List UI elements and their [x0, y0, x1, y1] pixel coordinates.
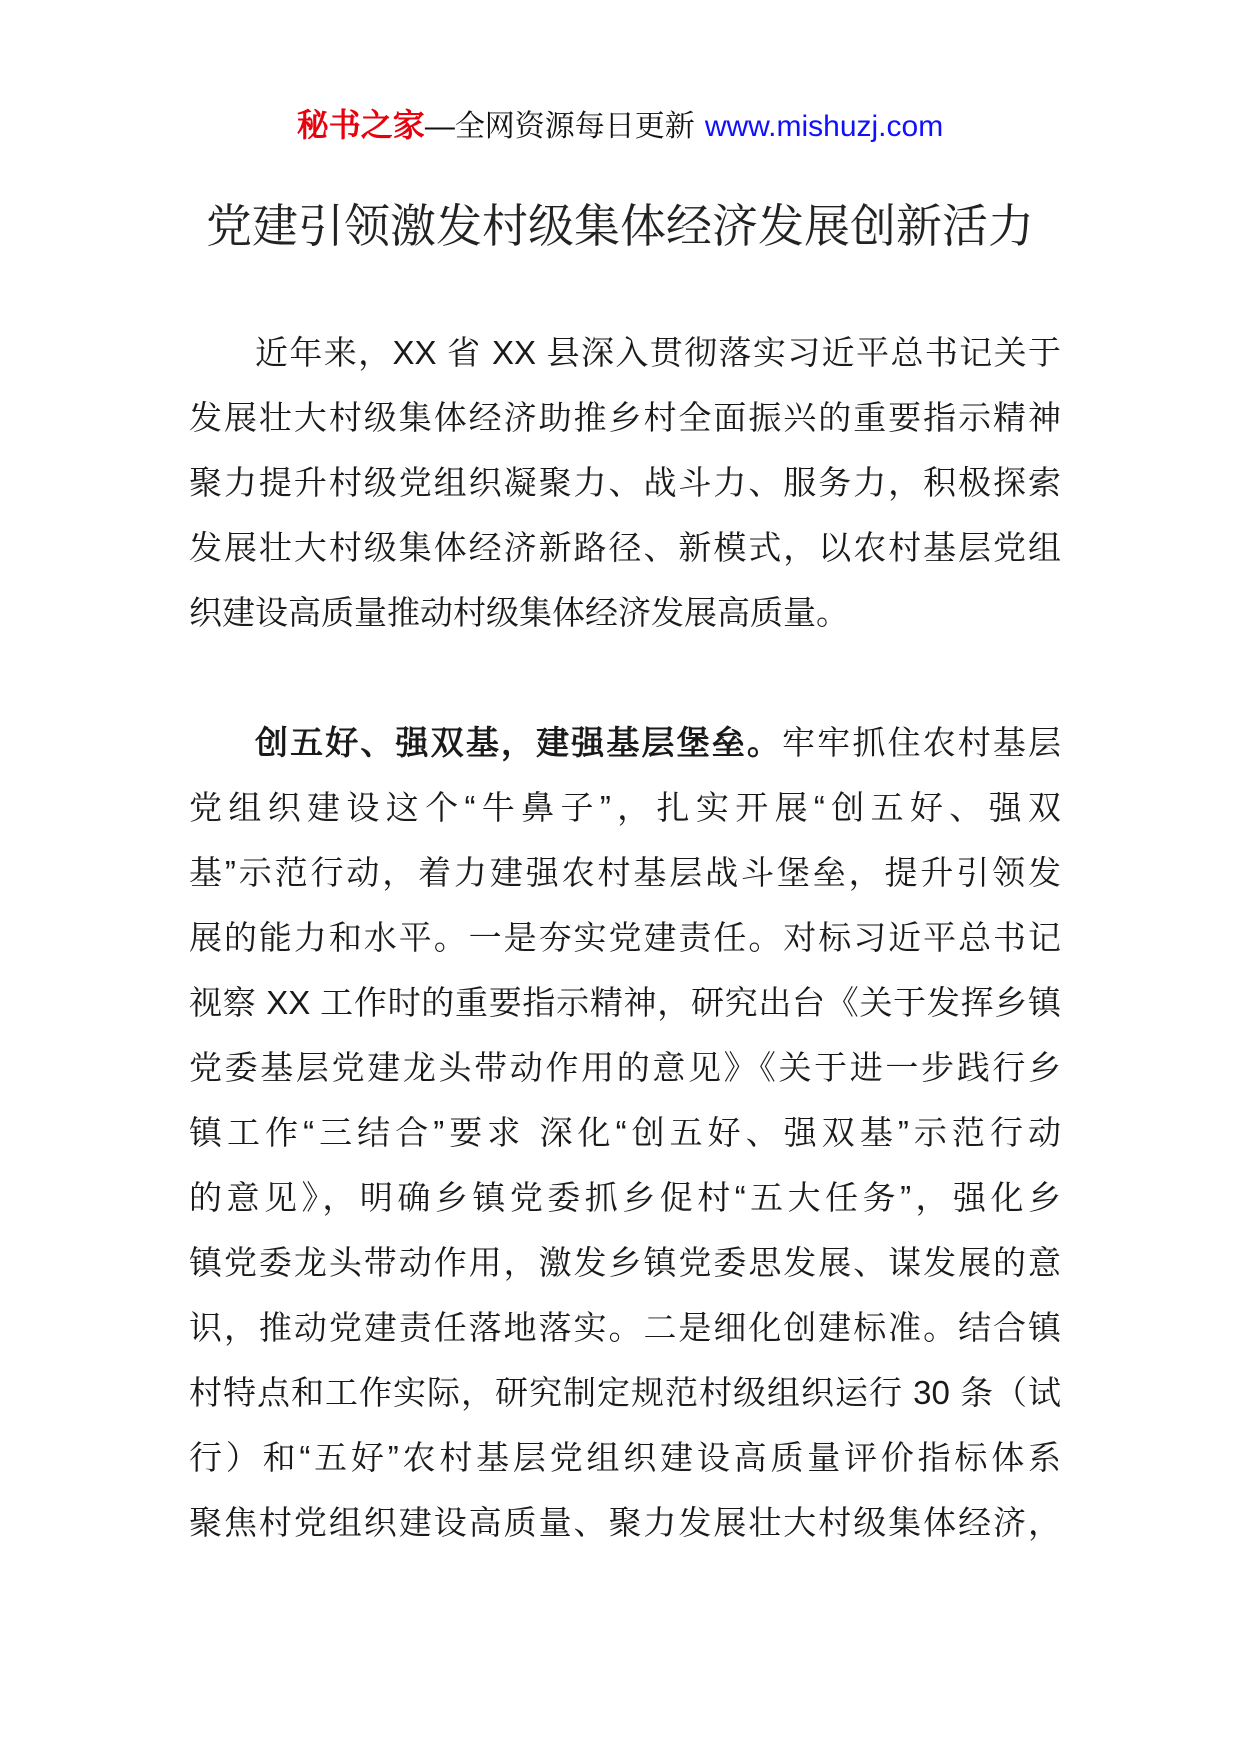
site-tagline: —全网资源每日更新 [424, 110, 695, 143]
paragraph-line: 视察 XX 工作时的重要指示精神，研究出台《关于发挥乡镇 [189, 984, 1061, 1021]
paragraph-line: 发展壮大村级集体经济助推乡村全面振兴的重要指示精神 [189, 399, 1061, 436]
paragraph-section-1 [189, 710, 1061, 1555]
paragraph-line: 展的能力和水平。一是夯实党建责任。对标习近平总书记 [189, 919, 1061, 956]
paragraph-line: 村特点和工作实际，研究制定规范村级组织运行 30 条（试 [189, 1374, 1061, 1411]
paragraph-line: 聚力提升村级党组织凝聚力、战斗力、服务力，积极探索 [189, 464, 1061, 501]
paragraph-line: 织建设高质量推动村级集体经济发展高质量。 [189, 594, 849, 631]
site-url: www.mishuzj.com [704, 110, 944, 143]
paragraph-line: 镇党委龙头带动作用，激发乡镇党委思发展、谋发展的意 [189, 1244, 1061, 1281]
paragraph-line: 聚焦村党组织建设高质量、聚力发展壮大村级集体经济， [189, 1504, 1061, 1541]
section-lead-heading: 创五好、强双基，建强基层堡垒。 [255, 724, 783, 761]
paragraph-line: 镇工作“三结合”要求 深化“创五好、强双基”示范行动 [189, 1114, 1061, 1151]
paragraph-line: 发展壮大村级集体经济新路径、新模式，以农村基层党组 [189, 529, 1061, 566]
paragraph-line: 基”示范行动，着力建强农村基层战斗堡垒，提升引领发 [189, 854, 1061, 891]
paragraph-line: 党委基层党建龙头带动作用的意见》《关于进一步践行乡 [189, 1049, 1061, 1086]
document-body [189, 320, 1061, 1555]
paragraph-line: 行）和“五好”农村基层党组织建设高质量评价指标体系 [189, 1439, 1061, 1476]
site-banner [0, 106, 1240, 144]
paragraph-line: 党组织建设这个“牛鼻子”，扎实开展“创五好、强双 [189, 789, 1061, 826]
document-title: 党建引领激发村级集体经济发展创新活力 [206, 200, 1034, 252]
paragraph-intro [189, 320, 1061, 645]
paragraph-line: 的意见》，明确乡镇党委抓乡促村“五大任务”，强化乡 [189, 1179, 1061, 1216]
paragraph-line: 近年来，XX 省 XX 县深入贯彻落实习近平总书记关于 [255, 334, 1061, 371]
paragraph-line-text: 牢牢抓住农村基层 [782, 724, 1061, 761]
site-brand-name: 秘书之家 [296, 107, 425, 143]
paragraph-line: 识，推动党建责任落地落实。二是细化创建标准。结合镇 [189, 1309, 1061, 1346]
paragraph-line [189, 710, 1061, 775]
